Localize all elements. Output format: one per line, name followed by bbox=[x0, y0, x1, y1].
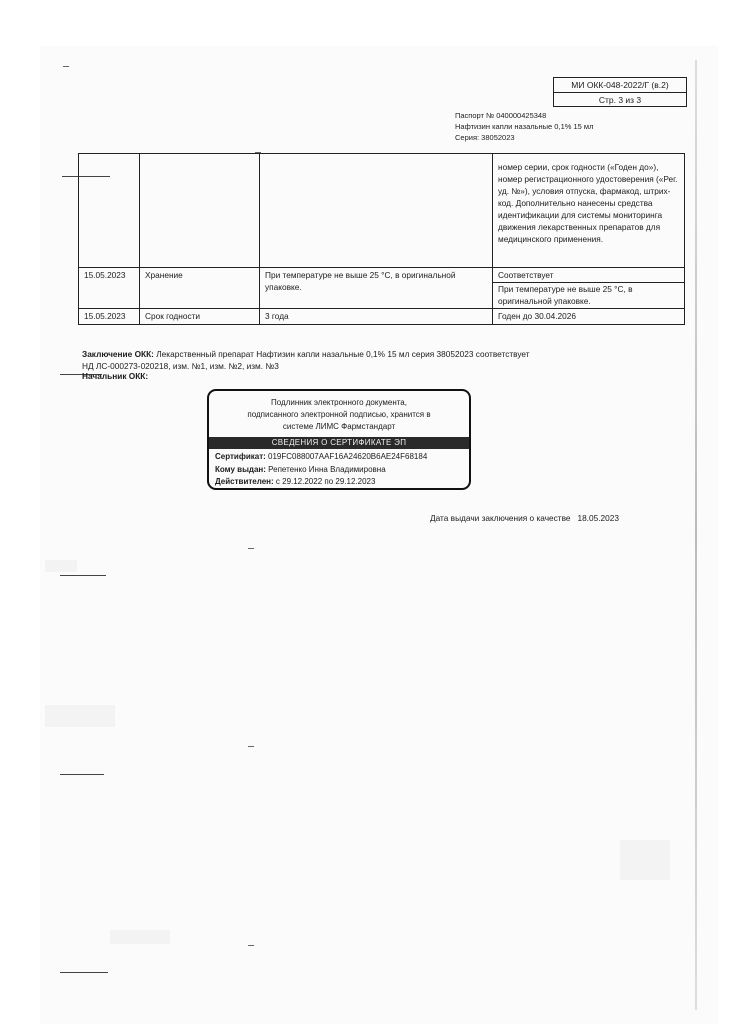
document-code: МИ ОКК-048-2022/Г (в.2) bbox=[571, 80, 669, 90]
result-value: При температуре не выше 25 °С, в оригинальной упаковке. bbox=[498, 284, 633, 306]
series-number: Серия: 38052023 bbox=[455, 133, 515, 142]
product-name: Нафтизин капли назальные 0,1% 15 мл bbox=[455, 122, 594, 131]
scan-smudge bbox=[45, 560, 77, 572]
table-row bbox=[79, 154, 685, 268]
stamp-certificate-bar: СВЕДЕНИЯ О СЕРТИФИКАТЕ ЭП bbox=[209, 437, 469, 449]
scan-smudge bbox=[620, 840, 670, 880]
scan-dash bbox=[248, 548, 254, 549]
document-code-box bbox=[553, 77, 687, 107]
cell-indicator bbox=[140, 154, 260, 268]
electronic-signature-stamp bbox=[207, 389, 471, 490]
cell-result: номер серии, срок годности («Годен до»), номер регистрационного удостоверения («Рег. уд. №»), условия отпуска, фармакод, штрих-код. Дополнительно нанесены средства идентификации для системы мониторинга движения лекарственных препаратов для медицинского применения. bbox=[493, 154, 685, 268]
valid-value: с 29.12.2022 по 29.12.2023 bbox=[275, 477, 376, 486]
cell-date: 15.05.2023 bbox=[79, 309, 140, 325]
cell-date bbox=[79, 154, 140, 268]
stamp-line: подписанного электронной подписью, хранится в bbox=[247, 410, 431, 419]
table-row bbox=[79, 309, 685, 325]
cell-indicator: Хранение bbox=[140, 268, 260, 309]
stamp-line: системе ЛИМС Фармстандарт bbox=[282, 422, 396, 431]
page-edge-shadow bbox=[695, 60, 697, 1010]
cell-result bbox=[493, 268, 685, 309]
passport-header bbox=[455, 110, 593, 143]
cert-label: Сертификат: bbox=[215, 452, 266, 461]
scan-smudge bbox=[110, 930, 170, 944]
cell-date: 15.05.2023 bbox=[79, 268, 140, 309]
cell-requirement: 3 года bbox=[260, 309, 493, 325]
stamp-header bbox=[209, 391, 469, 437]
stamp-valid-row bbox=[215, 476, 463, 489]
conclusion-label: Заключение ОКК: bbox=[82, 349, 154, 359]
cert-value: 019FC088007AAF16A24620B6AE24F68184 bbox=[268, 452, 428, 461]
conclusion-text: Лекарственный препарат Нафтизин капли назальные 0,1% 15 мл серия 38052023 соответствует НД ЛС-000273-020218, изм. №1, изм. №2, изм. №3 bbox=[82, 349, 530, 371]
cell-indicator: Срок годности bbox=[140, 309, 260, 325]
fold-mark bbox=[60, 774, 104, 775]
issued-label: Кому выдан: bbox=[215, 464, 266, 474]
passport-number: Паспорт № 040000425348 bbox=[455, 111, 547, 120]
cell-requirement bbox=[260, 154, 493, 268]
quality-spec-table bbox=[78, 153, 685, 325]
chief-label: Начальник ОКК: bbox=[82, 371, 149, 381]
issue-date: Дата выдачи заключения о качестве 18.05.2023 bbox=[430, 513, 619, 523]
conclusion bbox=[82, 348, 542, 372]
valid-label: Действителен: bbox=[215, 477, 274, 486]
stamp-certificate-row bbox=[215, 451, 463, 464]
stamp-issued-row bbox=[215, 464, 463, 477]
scan-smudge bbox=[45, 705, 115, 727]
scan-dash bbox=[248, 945, 254, 946]
stamp-line: Подлинник электронного документа, bbox=[271, 398, 407, 407]
scan-dash bbox=[248, 746, 254, 747]
fold-mark bbox=[60, 972, 108, 973]
stamp-certificate-info bbox=[209, 449, 469, 490]
scan-dash bbox=[63, 66, 69, 67]
page-number: Стр. 3 из 3 bbox=[554, 92, 686, 107]
cell-result: Годен до 30.04.2026 bbox=[493, 309, 685, 325]
result-status: Соответствует bbox=[493, 269, 684, 283]
fold-mark bbox=[60, 575, 106, 576]
table-row bbox=[79, 268, 685, 309]
issued-value: Репетенко Инна Владимировна bbox=[268, 464, 386, 474]
cell-requirement: При температуре не выше 25 °С, в оригинальной упаковке. bbox=[260, 268, 493, 309]
